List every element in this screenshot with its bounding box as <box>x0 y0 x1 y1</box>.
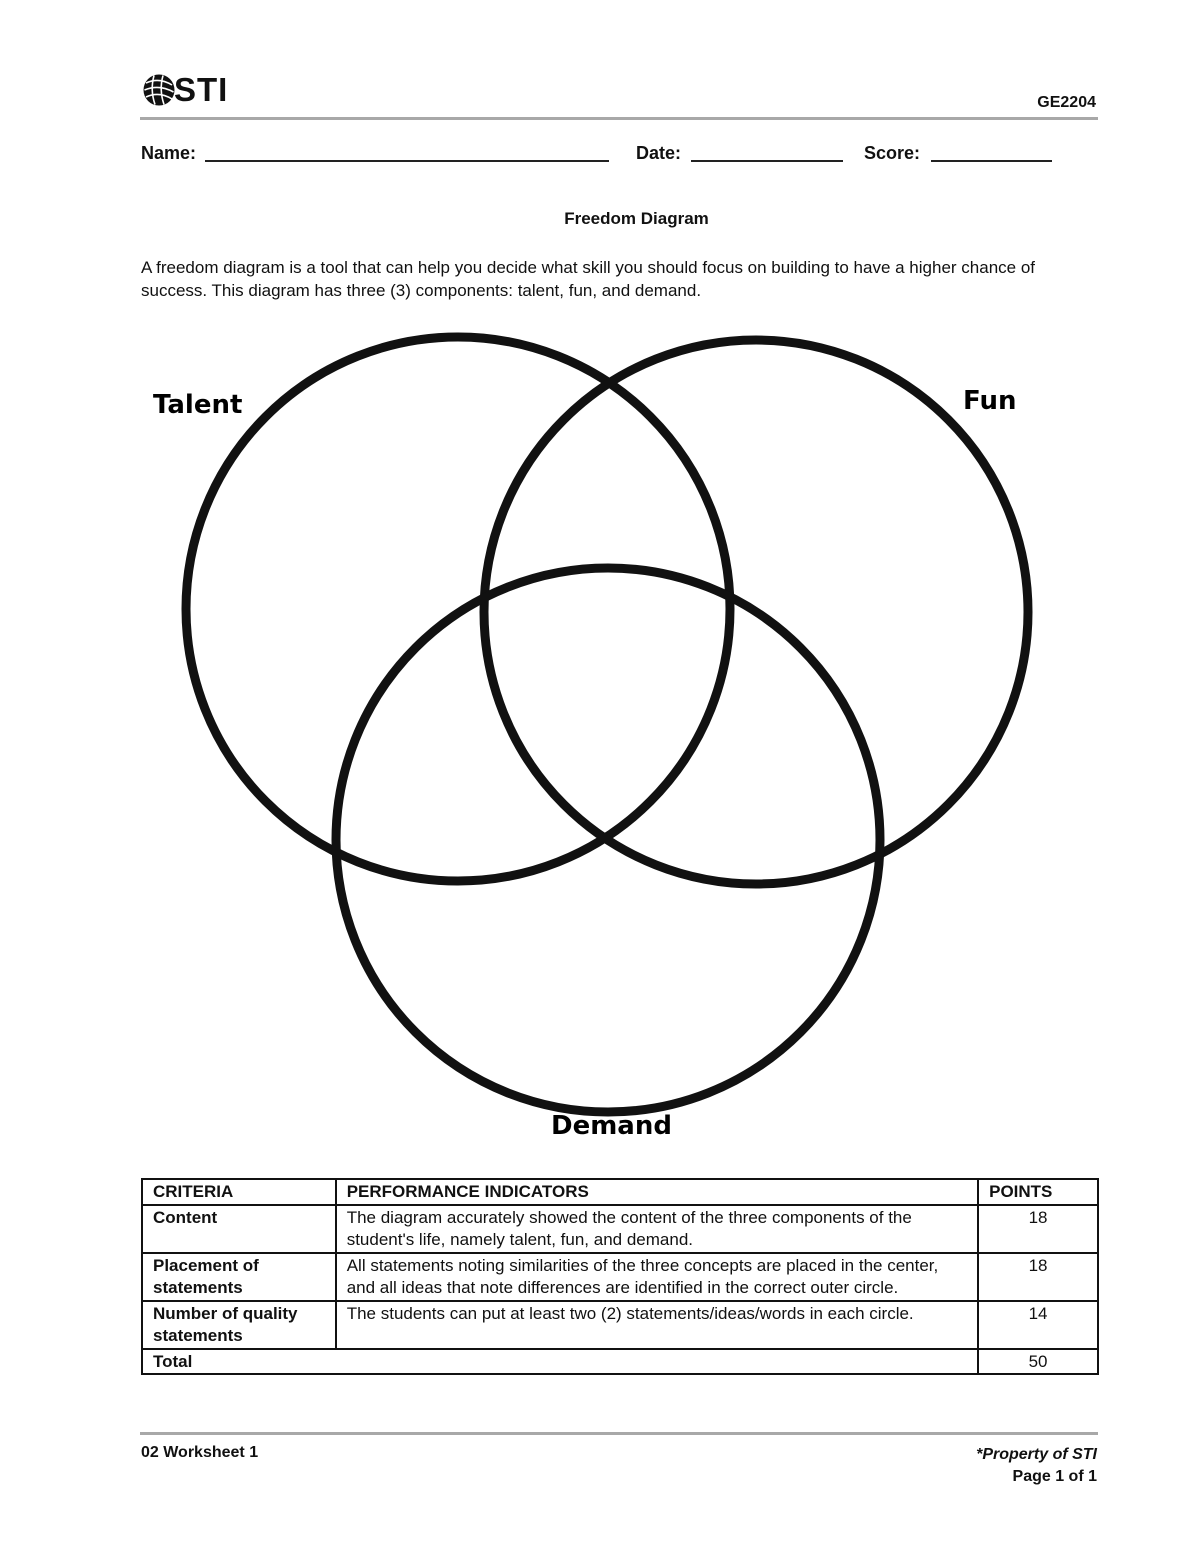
total-label: Total <box>142 1349 978 1375</box>
points-cell: 18 <box>978 1205 1098 1253</box>
rubric-total-row <box>142 1349 1098 1375</box>
total-points: 50 <box>978 1349 1098 1375</box>
criteria-cell: Number of quality statements <box>142 1301 336 1349</box>
date-label: Date: <box>636 143 682 163</box>
fun-label: Fun <box>963 386 1017 416</box>
rubric-row <box>142 1253 1098 1301</box>
rubric-row <box>142 1205 1098 1253</box>
score-label: Score: <box>864 143 921 163</box>
worksheet-label: 02 Worksheet 1 <box>141 1444 259 1461</box>
points-header: POINTS <box>978 1179 1098 1205</box>
name-label: Name: <box>141 143 197 163</box>
rubric-table <box>141 1178 1099 1375</box>
page-title: Freedom Diagram <box>564 209 709 228</box>
points-cell: 18 <box>978 1253 1098 1301</box>
intro-paragraph: A freedom diagram is a tool that can help you decide what skill you should focus on building to have a higher chance of success. This diagram has three (3) components: talent, fun, and demand. <box>141 258 1036 300</box>
points-cell: 14 <box>978 1301 1098 1349</box>
demand-label: Demand <box>551 1111 672 1141</box>
property-notice: *Property of STI <box>976 1446 1097 1463</box>
criteria-header: CRITERIA <box>142 1179 336 1205</box>
criteria-cell: Placement of statements <box>142 1253 336 1301</box>
indicator-cell: The students can put at least two (2) statements/ideas/words in each circle. <box>336 1301 978 1349</box>
rubric-row <box>142 1301 1098 1349</box>
rubric-header-row <box>142 1179 1098 1205</box>
indicators-header: PERFORMANCE INDICATORS <box>336 1179 978 1205</box>
logo-text: STI <box>174 71 229 108</box>
footer-right <box>976 1444 1097 1488</box>
criteria-cell: Content <box>142 1205 336 1253</box>
page-number: Page 1 of 1 <box>1012 1468 1097 1485</box>
course-code: GE2204 <box>1037 94 1096 111</box>
talent-label: Talent <box>153 390 243 420</box>
indicator-cell: The diagram accurately showed the content of the three components of the student's life, namely talent, fun, and demand. <box>336 1205 978 1253</box>
footer-divider <box>140 1432 1098 1435</box>
indicator-cell: All statements noting similarities of the three concepts are placed in the center, and all ideas that note differences are identified in the correct outer circle. <box>336 1253 978 1301</box>
